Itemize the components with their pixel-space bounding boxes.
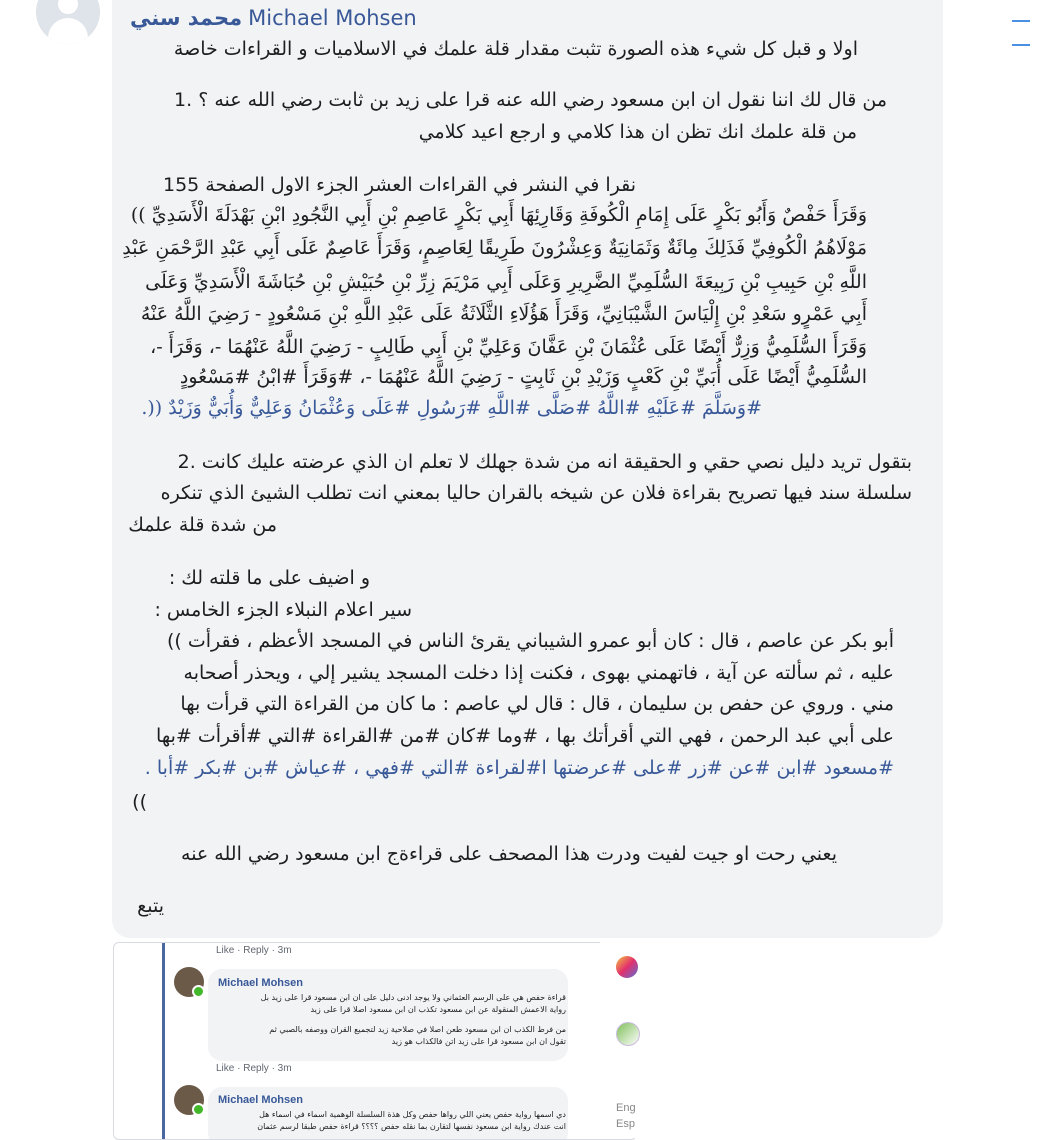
comment-line: أبو بكر عن عاصم ، قال : كان أبو عمرو الشيباني يقرئ الناس في المسجد الأعظم ، فقرأت ))	[166, 630, 894, 652]
comment-line: قراءة حفص هي على الرسم العثماني ولا يوجد ادنى دليل على ان ابن مسعود قرا على زيد بل	[260, 993, 566, 1002]
language-link[interactable]: Esp	[616, 1118, 635, 1130]
quote-line-with-hashtags[interactable]: السُّلَمِيُّ أَيْضًا عَلَى أُبَيِّ بْنِ كَعْبٍ وَزَيْدِ بْنِ ثَابِتٍ - رَضِيَ اللَّهُ عَنْهُمَا -، #وَقَرَأَ #ابْنُ #مَسْعُودٍ	[179, 366, 867, 388]
attached-image[interactable]	[113, 942, 637, 1140]
comment-line: من قال لك اننا نقول ان ابن مسعود رضي الله عنه قرا على زيد بن ثابت رضي الله عنه ؟ .1	[174, 89, 887, 111]
reply-meta[interactable]: Like · Reply · 3m	[216, 945, 292, 956]
author-arabic-name[interactable]: محمد سني	[130, 6, 243, 30]
quote-line: مَوْلَاهُمُ الْكُوفِيِّ فَذَلِكَ مِائَةٌ وَثَمَانِيَةٌ وَعِشْرُونَ طَرِيقًا لِعَاصِمٍ، وَقَرَأَ عَاصِمٌ عَلَى أَبِي عَبْدِ الرَّحْمَنِ عَبْدِ	[122, 237, 867, 259]
comment-line: و اضيف على ما قلته لك :	[168, 567, 370, 589]
comment-author[interactable]: Michael Mohsen	[218, 977, 303, 989]
online-indicator-icon	[192, 1103, 205, 1116]
comment-line: تقول ان ابن مسعود قرا على زيد اتن فالكذاب هو زيد	[391, 1037, 566, 1046]
comment-line: سير اعلام النبلاء الجزء الخامس :	[154, 599, 412, 621]
side-panel	[600, 942, 640, 1138]
avatar-head-shape	[58, 0, 78, 14]
author-name[interactable]: Michael Mohsen	[248, 6, 417, 30]
quote-line: وَقَرَأَ السُّلَمِيُّ وَزِرٌّ أَيْضًا عَلَى عُثْمَانَ بْنِ عَفَّانَ وَعَلِيِّ بْنِ أَبِي طَالِبٍ - رَضِيَ اللَّهُ عَنْهُمَا -، وَقَرَأَ -،	[150, 336, 867, 358]
hashtag-line[interactable]: #مسعود #ابن #عن #زر #على #عرضتها ا#لقراءة #التي #فهي ، #عياش #بن #بكر #أبا .	[144, 757, 894, 779]
avatar[interactable]	[174, 967, 204, 997]
comment-line: انت عندك رواية ابن مسعود نفسها لتقارن بما نقله حفص ؟؟؟؟ قراءة حفص طبقا لرسم عثمان	[257, 1122, 566, 1131]
comment-line: من شدة قلة علمك	[128, 514, 277, 536]
comment-line: يعني رحت او جيت لفيت ودرت هذا المصحف على قراءةج ابن مسعود رضي الله عنه	[181, 843, 837, 865]
quote-line: أَبِي عَمْرٍو سَعْدِ بْنِ إِلْيَاسَ الشَّيْبَانِيِّ، وَقَرَأَ هَؤُلَاءِ الثَّلَاثَةُ عَلَى عَبْدِ اللَّهِ بْنِ مَسْعُودٍ - رَضِيَ اللَّهُ عَنْهُ	[140, 303, 867, 325]
comment-line: نقرا في النشر في القراءات العشر الجزء الاول الصفحة 155	[162, 174, 636, 196]
comment-line: رواية الاعمش المنقولة عن ابن مسعود تكذب ان ابن مسعود اصلا قرا على زيد	[310, 1005, 566, 1014]
comment-author[interactable]: Michael Mohsen	[218, 1094, 303, 1106]
comment-line: دي اسمها رواية حفص يعني اللي رواها حفص وكل هذة السلسلة الوهمية اسماء في اسماء هل	[259, 1110, 566, 1119]
app-icon[interactable]	[616, 1022, 640, 1046]
app-icon[interactable]	[616, 956, 638, 978]
comment-line: من قلة علمك انك تظن ان هذا كلامي و ارجع اعيد كلامي	[418, 121, 857, 143]
thread-line	[162, 943, 165, 1139]
hashtag-line[interactable]: #وَسَلَّمَ #عَلَيْهِ #اللَّهُ #صَلَّى #اللَّهِ #رَسُولِ #عَلَى وَعُثْمَانُ وَعَلِيٌّ وَأُبَيٌّ وَزَيْدٌ ((.	[141, 397, 762, 419]
comment-line: بتقول تريد دليل نصي حقي و الحقيقة انه من شدة جهلك لا تعلم ان الذي عرضته عليك كانت .2	[177, 451, 912, 473]
comment-line: مني . وروي عن حفص بن سليمان ، قال : قال لي عاصم : ما كان من القراءة التي قرأت بها	[180, 693, 894, 715]
quote-line: وَقَرَأَ حَفْصٌ وَأَبُو بَكْرٍ عَلَى إِمَامِ الْكُوفَةِ وَقَارِئِهَا أَبِي بَكْرٍ عَاصِمِ بْنِ أَبِي النَّجُودِ ابْنِ بَهْدَلَةَ الْأَسَدِيِّ ))	[130, 204, 867, 226]
scroll-marker	[1012, 44, 1030, 46]
avatar-body-shape	[48, 18, 88, 44]
avatar[interactable]	[174, 1085, 204, 1115]
comment-line: من فرط الكذب ان ابن مسعود طعن اصلا في صلاحية زيد لتجميع القران ووصفه بالصبي ثم	[269, 1025, 566, 1034]
comment-line: عليه ، ثم سألته عن آية ، فاتهمني بهوى ، فكنت إذا دخلت المسجد يشير إلي ، ويحذر أصحابه	[183, 662, 894, 684]
online-indicator-icon	[192, 985, 205, 998]
comment-line: يتبع	[137, 895, 164, 917]
language-link[interactable]: Eng	[616, 1102, 636, 1114]
comment-line: سلسلة سند فيها تصريح بقراءة فلان عن شيخه بالقران حاليا بمعني انت تطلب الشيئ الذي تنكره	[160, 482, 912, 504]
comment-line-with-hashtags[interactable]: على أبي عبد الرحمن ، فهي التي أقرأتك بها ، #وما #كان #من #القراءة #التي #أقرأت #بها	[156, 725, 894, 747]
comment-author[interactable]	[130, 6, 417, 30]
comment-line: ((	[132, 791, 147, 813]
quote-line: اللَّهِ بْنِ حَبِيبِ بْنِ رَبِيعَةَ السُّلَمِيِّ الضَّرِيرِ وَعَلَى أَبِي مَرْيَمَ زِرِّ بْنِ حُبَيْشِ بْنِ حُبَاشَةَ الْأَسَدِيِّ وَعَلَى	[145, 271, 867, 293]
reply-meta[interactable]: Like · Reply · 3m	[216, 1063, 292, 1074]
scroll-marker	[1012, 20, 1030, 22]
comment-line: اولا و قبل كل شيء هذه الصورة تثبت مقدار قلة علمك في الاسلاميات و القراءات خاصة	[173, 38, 858, 60]
avatar[interactable]	[36, 0, 100, 44]
